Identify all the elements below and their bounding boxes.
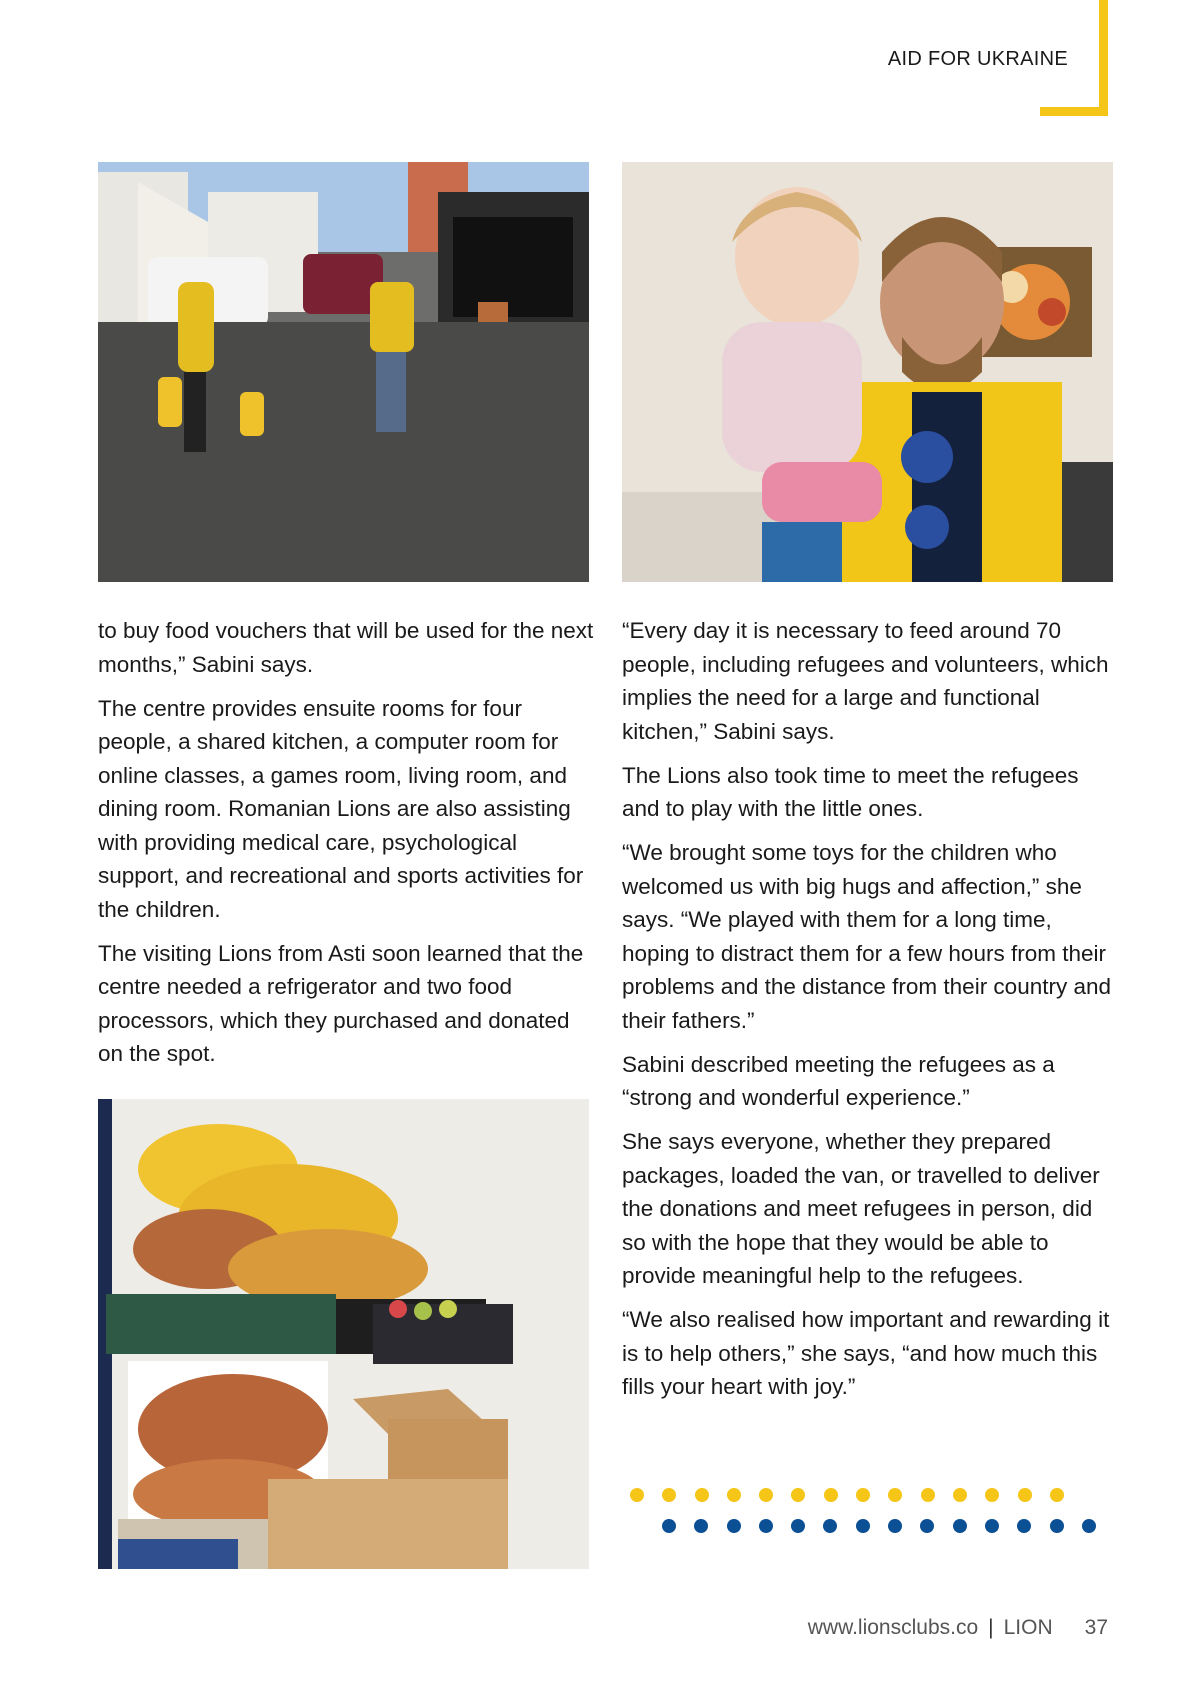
decorative-dot xyxy=(888,1519,902,1533)
decorative-dot xyxy=(823,1519,837,1533)
decorative-dot xyxy=(888,1488,902,1502)
footer-separator: | xyxy=(988,1616,994,1639)
decorative-dot xyxy=(985,1519,999,1533)
corner-accent-bracket xyxy=(1040,0,1108,116)
blue-dot-row xyxy=(662,1519,1114,1533)
decorative-dot xyxy=(856,1488,870,1502)
footer-website: www.lionsclubs.co xyxy=(807,1616,979,1639)
decorative-dot xyxy=(662,1519,676,1533)
right-paragraph: Sabini described meeting the refugees as a “strong and wonderful experience.” xyxy=(622,1051,1055,1110)
yellow-dot-row xyxy=(630,1488,1082,1502)
decorative-dot xyxy=(630,1488,644,1502)
decorative-dot xyxy=(727,1488,741,1502)
decorative-dot xyxy=(824,1488,838,1502)
decorative-dot xyxy=(921,1488,935,1502)
footer-magazine-name: LION xyxy=(1003,1616,1053,1639)
decorative-dot xyxy=(662,1488,676,1502)
page-footer xyxy=(808,1616,1108,1640)
photo-lion-holding-child xyxy=(622,162,1113,582)
decorative-dot xyxy=(727,1519,741,1533)
decorative-dot xyxy=(1082,1519,1096,1533)
decorative-dot xyxy=(953,1519,967,1533)
page-number: 37 xyxy=(1084,1616,1108,1639)
decorative-dot xyxy=(1018,1488,1032,1502)
decorative-dot xyxy=(920,1519,934,1533)
decorative-dot xyxy=(985,1488,999,1502)
right-paragraph: “We brought some toys for the children who welcomed us with big hugs and affection,” she says. “We played with them for a long time, hoping to distract them for a few hours from their problems and the distance from their country and their fathers.” xyxy=(622,840,1112,1033)
right-paragraph: She says everyone, whether they prepared packages, loaded the van, or travelled to deliver the donations and meet refugees in person, did so with the hope that they would be able to provide meaningful help to the refugees. xyxy=(622,1129,1100,1288)
photo-food-supplies xyxy=(98,1099,589,1569)
decorative-dot xyxy=(953,1488,967,1502)
decorative-dot xyxy=(695,1488,709,1502)
left-paragraph: to buy food vouchers that will be used for the next months,” Sabini says. xyxy=(98,618,594,677)
decorative-dot xyxy=(1017,1519,1031,1533)
section-label: AID FOR UKRAINE xyxy=(887,48,1068,70)
left-paragraph: The visiting Lions from Asti soon learned that the centre needed a refrigerator and two food processors, which they purchased and donated on the spot. xyxy=(98,940,584,1066)
right-paragraph: “Every day it is necessary to feed around 70 people, including refugees and volunteers, which implies the need for a large and functional kitchen,” Sabini says. xyxy=(622,618,1109,744)
decorative-dot xyxy=(791,1488,805,1502)
decorative-dot xyxy=(1050,1519,1064,1533)
decorative-dot xyxy=(759,1488,773,1502)
right-paragraph: “We also realised how important and rewarding it is to help others,” she says, “and how much this fills your heart with joy.” xyxy=(622,1307,1110,1399)
right-paragraph: The Lions also took time to meet the refugees and to play with the little ones. xyxy=(622,762,1079,821)
left-text-column xyxy=(98,614,598,1081)
decorative-dot xyxy=(1050,1488,1064,1502)
right-text-column xyxy=(622,614,1122,1414)
decorative-dot xyxy=(791,1519,805,1533)
left-paragraph: The centre provides ensuite rooms for four people, a shared kitchen, a computer room for online classes, a games room, living room, and dining room. Romanian Lions are also assisting with providing medical care, psychological support, and recreational and sports activities for the children. xyxy=(98,695,584,922)
decorative-dot xyxy=(759,1519,773,1533)
photo-volunteers-van xyxy=(98,162,589,582)
decorative-dot xyxy=(694,1519,708,1533)
decorative-dot xyxy=(856,1519,870,1533)
